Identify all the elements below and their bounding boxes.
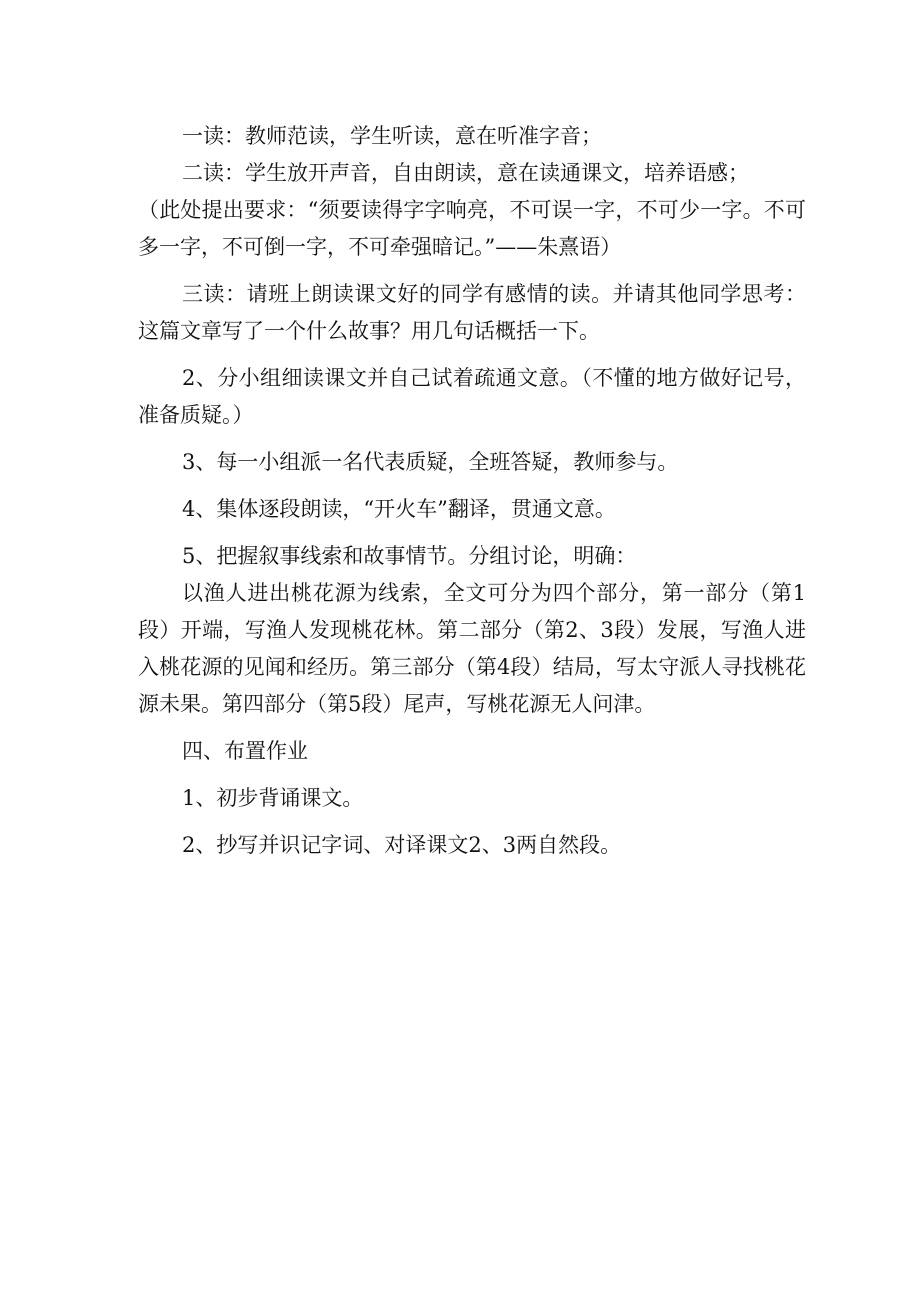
paragraph-reading-requirement: （此处提出要求：“须要读得字字响亮，不可误一字，不可少一字。不可多一字，不可倒一字，不可牵强暗记。”——朱熹语） <box>138 198 806 259</box>
homework-item-1: 1、初步背诵课文。 <box>182 786 364 810</box>
homework-item-2: 2、抄写并识记字词、对译课文2、3两自然段。 <box>182 833 622 857</box>
paragraph-second-reading: 二读：学生放开声音，自由朗读，意在读通课文，培养语感； <box>182 161 749 185</box>
section-heading-homework: 四、布置作业 <box>182 739 308 763</box>
paragraph-collective-reading: 4、集体逐段朗读，“开火车”翻译，贯通文意。 <box>182 497 616 521</box>
paragraph-structure-summary: 以渔人进出桃花源为线索，全文可分为四个部分，第一部分（第1段）开端，写渔人发现桃花林。第二部分（第2、3段）发展，写渔人进入桃花源的见闻和经历。第三部分（第4段）结局，写太守派人寻找桃花源未果。第四部分（第5段）尾声，写桃花源无人问津。 <box>138 581 806 716</box>
document-page <box>138 118 806 874</box>
paragraph-first-reading: 一读：教师范读，学生听读，意在听准字音； <box>182 124 602 148</box>
paragraph-narrative-clue: 5、把握叙事线索和故事情节。分组讨论，明确： <box>182 544 637 568</box>
paragraph-group-reading: 2、分小组细读课文并自己试着疏通文意。（不懂的地方做好记号，准备质疑。） <box>138 366 806 427</box>
paragraph-third-reading: 三读：请班上朗读课文好的同学有感情的读。并请其他同学思考：这篇文章写了一个什么故事？用几句话概括一下。 <box>138 282 806 343</box>
paragraph-group-questions: 3、每一小组派一名代表质疑，全班答疑，教师参与。 <box>182 450 679 474</box>
